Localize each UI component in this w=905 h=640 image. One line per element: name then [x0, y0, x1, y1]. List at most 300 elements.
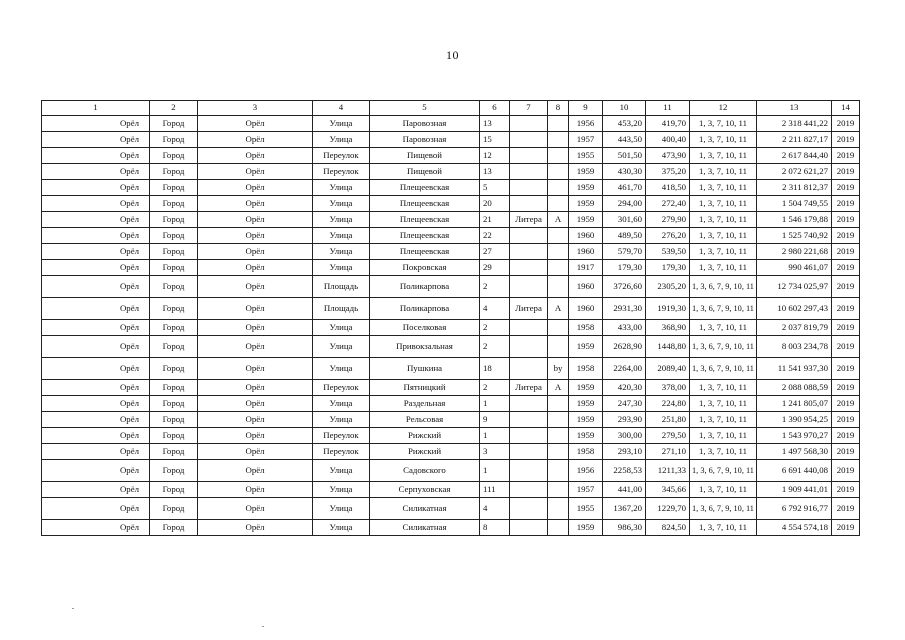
table-cell-col-9: 1960 [569, 244, 603, 260]
table-cell-col-5: Поликарпова [370, 276, 480, 298]
table-cell-col-6: 15 [480, 132, 510, 148]
table-cell-col-2: Город [150, 298, 198, 320]
table-cell-col-6: 3 [480, 444, 510, 460]
table-cell-col-10: 489,50 [603, 228, 646, 244]
table-cell-col-2: Город [150, 412, 198, 428]
table-cell-col-6: 2 [480, 336, 510, 358]
table-body [42, 101, 860, 536]
column-header-13: 13 [757, 101, 832, 116]
table-cell-col-8 [548, 482, 569, 498]
table-cell-col-1: Орёл [42, 428, 150, 444]
table-cell-col-7 [510, 358, 548, 380]
table-cell-col-9: 1958 [569, 320, 603, 336]
table-cell-col-1: Орёл [42, 320, 150, 336]
table-cell-col-9: 1957 [569, 132, 603, 148]
table-cell-col-12: 1, 3, 7, 10, 11 [690, 380, 757, 396]
table-cell-col-3: Орёл [198, 196, 313, 212]
table-cell-col-9: 1960 [569, 228, 603, 244]
table-cell-col-13: 2 980 221,68 [757, 244, 832, 260]
table-cell-col-9: 1955 [569, 498, 603, 520]
table-cell-col-10: 2258,53 [603, 460, 646, 482]
table-cell-col-11: 824,50 [646, 520, 690, 536]
table-cell-col-13: 2 211 827,17 [757, 132, 832, 148]
table-cell-col-2: Город [150, 164, 198, 180]
table-cell-col-13: 6 691 440,08 [757, 460, 832, 482]
table-cell-col-8: А [548, 298, 569, 320]
table-cell-col-3: Орёл [198, 180, 313, 196]
scan-speck [262, 626, 264, 627]
table-cell-col-11: 271,10 [646, 444, 690, 460]
table-cell-col-11: 179,30 [646, 260, 690, 276]
table-cell-col-6: 5 [480, 180, 510, 196]
table-cell-col-2: Город [150, 460, 198, 482]
table-cell-col-10: 433,00 [603, 320, 646, 336]
table-cell-col-1: Орёл [42, 298, 150, 320]
table-cell-col-8 [548, 132, 569, 148]
table-cell-col-10: 2628,90 [603, 336, 646, 358]
table-cell-col-4: Улица [313, 132, 370, 148]
table-cell-col-11: 279,50 [646, 428, 690, 444]
table-cell-col-12: 1, 3, 7, 10, 11 [690, 164, 757, 180]
table-cell-col-14: 2019 [832, 260, 860, 276]
table-cell-col-10: 300,00 [603, 428, 646, 444]
table-cell-col-12: 1, 3, 7, 10, 11 [690, 212, 757, 228]
table-cell-col-5: Серпуховская [370, 482, 480, 498]
table-row [42, 132, 860, 148]
table-cell-col-8 [548, 428, 569, 444]
table-cell-col-10: 461,70 [603, 180, 646, 196]
table-cell-col-3: Орёл [198, 396, 313, 412]
table-cell-col-5: Рельсовая [370, 412, 480, 428]
table-cell-col-7 [510, 260, 548, 276]
table-cell-col-6: 27 [480, 244, 510, 260]
table-cell-col-3: Орёл [198, 298, 313, 320]
table-cell-col-9: 1958 [569, 444, 603, 460]
table-cell-col-13: 1 525 740,92 [757, 228, 832, 244]
table-cell-col-12: 1, 3, 7, 10, 11 [690, 116, 757, 132]
table-cell-col-6: 1 [480, 396, 510, 412]
table-cell-col-10: 430,30 [603, 164, 646, 180]
table-cell-col-7 [510, 244, 548, 260]
table-cell-col-11: 400,40 [646, 132, 690, 148]
table-cell-col-4: Улица [313, 260, 370, 276]
table-cell-col-9: 1959 [569, 212, 603, 228]
header-row [42, 101, 860, 116]
table-cell-col-1: Орёл [42, 212, 150, 228]
table-cell-col-9: 1959 [569, 428, 603, 444]
column-header-1: 1 [42, 101, 150, 116]
table-cell-col-2: Город [150, 482, 198, 498]
table-cell-col-12: 1, 3, 6, 7, 9, 10, 11 [690, 336, 757, 358]
table-cell-col-7: Литера [510, 298, 548, 320]
table-cell-col-10: 420,30 [603, 380, 646, 396]
table-cell-col-12: 1, 3, 7, 10, 11 [690, 412, 757, 428]
table-cell-col-13: 6 792 916,77 [757, 498, 832, 520]
table-cell-col-8 [548, 260, 569, 276]
table-cell-col-10: 2931,30 [603, 298, 646, 320]
table-cell-col-1: Орёл [42, 132, 150, 148]
table-cell-col-9: 1959 [569, 396, 603, 412]
table-cell-col-12: 1, 3, 6, 7, 9, 10, 11 [690, 298, 757, 320]
table-cell-col-14: 2019 [832, 520, 860, 536]
table-cell-col-13: 8 003 234,78 [757, 336, 832, 358]
table-cell-col-6: 9 [480, 412, 510, 428]
table-cell-col-7 [510, 228, 548, 244]
table-cell-col-10: 1367,20 [603, 498, 646, 520]
table-cell-col-9: 1959 [569, 180, 603, 196]
table-cell-col-9: 1959 [569, 412, 603, 428]
table-cell-col-8: by [548, 358, 569, 380]
table-cell-col-13: 2 072 621,27 [757, 164, 832, 180]
table-row [42, 380, 860, 396]
table-cell-col-14: 2019 [832, 244, 860, 260]
table-cell-col-6: 4 [480, 298, 510, 320]
table-cell-col-4: Улица [313, 212, 370, 228]
table-cell-col-8: А [548, 212, 569, 228]
table-cell-col-5: Рижский [370, 444, 480, 460]
table-cell-col-6: 13 [480, 116, 510, 132]
table-cell-col-12: 1, 3, 7, 10, 11 [690, 520, 757, 536]
column-header-7: 7 [510, 101, 548, 116]
table-cell-col-1: Орёл [42, 196, 150, 212]
table-cell-col-7 [510, 320, 548, 336]
table-cell-col-7 [510, 180, 548, 196]
table-cell-col-11: 473,90 [646, 148, 690, 164]
table-cell-col-2: Город [150, 196, 198, 212]
table-cell-col-2: Город [150, 380, 198, 396]
table-row [42, 164, 860, 180]
table-cell-col-4: Улица [313, 460, 370, 482]
table-cell-col-11: 2089,40 [646, 358, 690, 380]
table-cell-col-3: Орёл [198, 444, 313, 460]
table-cell-col-8: А [548, 380, 569, 396]
table-cell-col-8 [548, 412, 569, 428]
table-cell-col-14: 2019 [832, 412, 860, 428]
column-header-3: 3 [198, 101, 313, 116]
table-cell-col-13: 2 617 844,40 [757, 148, 832, 164]
table-cell-col-10: 2264,00 [603, 358, 646, 380]
table-row [42, 298, 860, 320]
table-cell-col-14: 2019 [832, 180, 860, 196]
table-row [42, 460, 860, 482]
table-cell-col-2: Город [150, 228, 198, 244]
table-cell-col-13: 1 497 568,30 [757, 444, 832, 460]
table-cell-col-11: 378,00 [646, 380, 690, 396]
table-cell-col-4: Улица [313, 196, 370, 212]
table-cell-col-6: 18 [480, 358, 510, 380]
table-cell-col-8 [548, 520, 569, 536]
table-row [42, 244, 860, 260]
table-cell-col-3: Орёл [198, 244, 313, 260]
table-cell-col-4: Улица [313, 228, 370, 244]
table-cell-col-11: 272,40 [646, 196, 690, 212]
table-cell-col-5: Плещеевская [370, 196, 480, 212]
table-cell-col-7 [510, 428, 548, 444]
table-row [42, 180, 860, 196]
table-row [42, 212, 860, 228]
table-cell-col-12: 1, 3, 7, 10, 11 [690, 244, 757, 260]
table-cell-col-8 [548, 396, 569, 412]
table-cell-col-10: 293,10 [603, 444, 646, 460]
table-cell-col-8 [548, 320, 569, 336]
table-cell-col-7 [510, 164, 548, 180]
table-cell-col-3: Орёл [198, 228, 313, 244]
table-cell-col-4: Улица [313, 116, 370, 132]
table-cell-col-6: 13 [480, 164, 510, 180]
table-cell-col-1: Орёл [42, 520, 150, 536]
column-header-9: 9 [569, 101, 603, 116]
table-cell-col-4: Улица [313, 336, 370, 358]
table-cell-col-3: Орёл [198, 164, 313, 180]
table-cell-col-7 [510, 396, 548, 412]
table-cell-col-4: Переулок [313, 428, 370, 444]
table-cell-col-5: Пищевой [370, 164, 480, 180]
table-cell-col-7 [510, 498, 548, 520]
table-cell-col-6: 1 [480, 460, 510, 482]
table-cell-col-6: 2 [480, 276, 510, 298]
table-cell-col-5: Паровозная [370, 132, 480, 148]
table-cell-col-9: 1959 [569, 164, 603, 180]
table-cell-col-11: 1919,30 [646, 298, 690, 320]
table-cell-col-2: Город [150, 212, 198, 228]
table-cell-col-8 [548, 164, 569, 180]
table-cell-col-10: 3726,60 [603, 276, 646, 298]
table-cell-col-6: 12 [480, 148, 510, 164]
table-cell-col-6: 2 [480, 380, 510, 396]
table-cell-col-3: Орёл [198, 460, 313, 482]
table-cell-col-12: 1, 3, 7, 10, 11 [690, 482, 757, 498]
table-cell-col-3: Орёл [198, 380, 313, 396]
table-cell-col-2: Город [150, 428, 198, 444]
table-cell-col-2: Город [150, 498, 198, 520]
table-cell-col-8 [548, 244, 569, 260]
table-cell-col-1: Орёл [42, 180, 150, 196]
table-cell-col-13: 2 037 819,79 [757, 320, 832, 336]
table-row [42, 196, 860, 212]
table-cell-col-10: 293,90 [603, 412, 646, 428]
table-cell-col-14: 2019 [832, 132, 860, 148]
table-cell-col-1: Орёл [42, 380, 150, 396]
table-cell-col-3: Орёл [198, 212, 313, 228]
table-cell-col-7 [510, 412, 548, 428]
table-cell-col-12: 1, 3, 7, 10, 11 [690, 428, 757, 444]
table-cell-col-13: 1 504 749,55 [757, 196, 832, 212]
table-cell-col-13: 990 461,07 [757, 260, 832, 276]
table-cell-col-1: Орёл [42, 260, 150, 276]
column-header-10: 10 [603, 101, 646, 116]
table-cell-col-11: 1448,80 [646, 336, 690, 358]
table-cell-col-13: 11 541 937,30 [757, 358, 832, 380]
table-cell-col-12: 1, 3, 7, 10, 11 [690, 444, 757, 460]
table-cell-col-1: Орёл [42, 358, 150, 380]
table-cell-col-12: 1, 3, 7, 10, 11 [690, 320, 757, 336]
table-cell-col-8 [548, 444, 569, 460]
table-cell-col-9: 1959 [569, 196, 603, 212]
table-cell-col-12: 1, 3, 6, 7, 9, 10, 11 [690, 460, 757, 482]
page-number: 10 [446, 48, 459, 62]
table-cell-col-14: 2019 [832, 380, 860, 396]
table-cell-col-5: Покровская [370, 260, 480, 276]
table-cell-col-3: Орёл [198, 498, 313, 520]
table-cell-col-1: Орёл [42, 228, 150, 244]
table-cell-col-14: 2019 [832, 196, 860, 212]
table-cell-col-1: Орёл [42, 244, 150, 260]
table-cell-col-7 [510, 520, 548, 536]
table-cell-col-2: Город [150, 260, 198, 276]
table-cell-col-4: Переулок [313, 148, 370, 164]
table-cell-col-14: 2019 [832, 116, 860, 132]
table-cell-col-12: 1, 3, 7, 10, 11 [690, 396, 757, 412]
table-cell-col-4: Улица [313, 520, 370, 536]
table-cell-col-9: 1917 [569, 260, 603, 276]
table-row [42, 520, 860, 536]
table-cell-col-8 [548, 336, 569, 358]
column-header-8: 8 [548, 101, 569, 116]
table-cell-col-11: 1211,33 [646, 460, 690, 482]
table-cell-col-6: 22 [480, 228, 510, 244]
table-cell-col-2: Город [150, 244, 198, 260]
table-cell-col-5: Садовского [370, 460, 480, 482]
table-cell-col-14: 2019 [832, 358, 860, 380]
table-cell-col-1: Орёл [42, 148, 150, 164]
table-cell-col-11: 2305,20 [646, 276, 690, 298]
column-header-5: 5 [370, 101, 480, 116]
table-cell-col-14: 2019 [832, 298, 860, 320]
table-cell-col-6: 20 [480, 196, 510, 212]
table-cell-col-3: Орёл [198, 320, 313, 336]
table-cell-col-5: Силикатная [370, 520, 480, 536]
table-cell-col-10: 247,30 [603, 396, 646, 412]
table-cell-col-8 [548, 276, 569, 298]
table-cell-col-13: 1 241 805,07 [757, 396, 832, 412]
table-cell-col-5: Плещеевская [370, 228, 480, 244]
table-cell-col-7 [510, 482, 548, 498]
table-row [42, 412, 860, 428]
table-cell-col-11: 276,20 [646, 228, 690, 244]
table-cell-col-3: Орёл [198, 260, 313, 276]
table-row [42, 320, 860, 336]
table-cell-col-11: 368,90 [646, 320, 690, 336]
table-cell-col-14: 2019 [832, 228, 860, 244]
table-cell-col-6: 29 [480, 260, 510, 276]
table-cell-col-9: 1960 [569, 298, 603, 320]
table-cell-col-11: 418,50 [646, 180, 690, 196]
table-cell-col-4: Улица [313, 396, 370, 412]
table-cell-col-3: Орёл [198, 358, 313, 380]
table-cell-col-4: Площадь [313, 298, 370, 320]
table-cell-col-14: 2019 [832, 396, 860, 412]
table-cell-col-6: 21 [480, 212, 510, 228]
table-cell-col-3: Орёл [198, 428, 313, 444]
table-cell-col-7: Литера [510, 212, 548, 228]
table-cell-col-2: Город [150, 148, 198, 164]
table-cell-col-4: Улица [313, 180, 370, 196]
table-cell-col-5: Силикатная [370, 498, 480, 520]
table-cell-col-4: Переулок [313, 164, 370, 180]
table-cell-col-2: Город [150, 520, 198, 536]
table-cell-col-8 [548, 180, 569, 196]
table-cell-col-10: 579,70 [603, 244, 646, 260]
table-cell-col-1: Орёл [42, 396, 150, 412]
table-cell-col-1: Орёл [42, 444, 150, 460]
table-cell-col-14: 2019 [832, 444, 860, 460]
table-cell-col-1: Орёл [42, 164, 150, 180]
table-cell-col-11: 345,66 [646, 482, 690, 498]
table-cell-col-1: Орёл [42, 276, 150, 298]
table-cell-col-14: 2019 [832, 460, 860, 482]
table-cell-col-13: 1 543 970,27 [757, 428, 832, 444]
table-cell-col-9: 1960 [569, 276, 603, 298]
table-cell-col-8 [548, 196, 569, 212]
table-cell-col-13: 2 318 441,22 [757, 116, 832, 132]
table-row [42, 276, 860, 298]
table-cell-col-4: Переулок [313, 380, 370, 396]
table-cell-col-5: Паровозная [370, 116, 480, 132]
table-cell-col-4: Улица [313, 358, 370, 380]
table-cell-col-9: 1957 [569, 482, 603, 498]
table-cell-col-7 [510, 336, 548, 358]
table-cell-col-5: Плещеевская [370, 180, 480, 196]
table-cell-col-9: 1959 [569, 520, 603, 536]
table-cell-col-7 [510, 444, 548, 460]
table-row [42, 498, 860, 520]
table-cell-col-13: 10 602 297,43 [757, 298, 832, 320]
table-cell-col-12: 1, 3, 7, 10, 11 [690, 148, 757, 164]
table-cell-col-6: 4 [480, 498, 510, 520]
table-cell-col-1: Орёл [42, 482, 150, 498]
table-cell-col-11: 539,50 [646, 244, 690, 260]
table-cell-col-5: Поликарпова [370, 298, 480, 320]
table-cell-col-12: 1, 3, 7, 10, 11 [690, 180, 757, 196]
table-cell-col-12: 1, 3, 6, 7, 9, 10, 11 [690, 498, 757, 520]
table-cell-col-6: 8 [480, 520, 510, 536]
table-cell-col-11: 224,80 [646, 396, 690, 412]
table-cell-col-2: Город [150, 276, 198, 298]
column-header-12: 12 [690, 101, 757, 116]
table-cell-col-10: 443,50 [603, 132, 646, 148]
table-cell-col-10: 301,60 [603, 212, 646, 228]
table-cell-col-14: 2019 [832, 482, 860, 498]
table-cell-col-12: 1, 3, 6, 7, 9, 10, 11 [690, 358, 757, 380]
table-cell-col-14: 2019 [832, 212, 860, 228]
table-cell-col-6: 1 [480, 428, 510, 444]
table-row [42, 358, 860, 380]
column-header-2: 2 [150, 101, 198, 116]
table-cell-col-2: Город [150, 396, 198, 412]
table-cell-col-9: 1956 [569, 460, 603, 482]
table-cell-col-2: Город [150, 320, 198, 336]
table-cell-col-3: Орёл [198, 412, 313, 428]
table-cell-col-10: 501,50 [603, 148, 646, 164]
table-cell-col-8 [548, 460, 569, 482]
column-header-4: 4 [313, 101, 370, 116]
table-cell-col-12: 1, 3, 7, 10, 11 [690, 132, 757, 148]
table-cell-col-9: 1956 [569, 116, 603, 132]
table-cell-col-3: Орёл [198, 148, 313, 164]
table-cell-col-2: Город [150, 444, 198, 460]
table-cell-col-12: 1, 3, 6, 7, 9, 10, 11 [690, 276, 757, 298]
table-cell-col-2: Город [150, 180, 198, 196]
table-cell-col-12: 1, 3, 7, 10, 11 [690, 228, 757, 244]
table-cell-col-14: 2019 [832, 320, 860, 336]
table-cell-col-14: 2019 [832, 148, 860, 164]
table-cell-col-13: 1 546 179,88 [757, 212, 832, 228]
table-cell-col-13: 12 734 025,97 [757, 276, 832, 298]
table-cell-col-5: Привокзальная [370, 336, 480, 358]
table-cell-col-10: 986,30 [603, 520, 646, 536]
table-cell-col-1: Орёл [42, 498, 150, 520]
table-cell-col-9: 1955 [569, 148, 603, 164]
